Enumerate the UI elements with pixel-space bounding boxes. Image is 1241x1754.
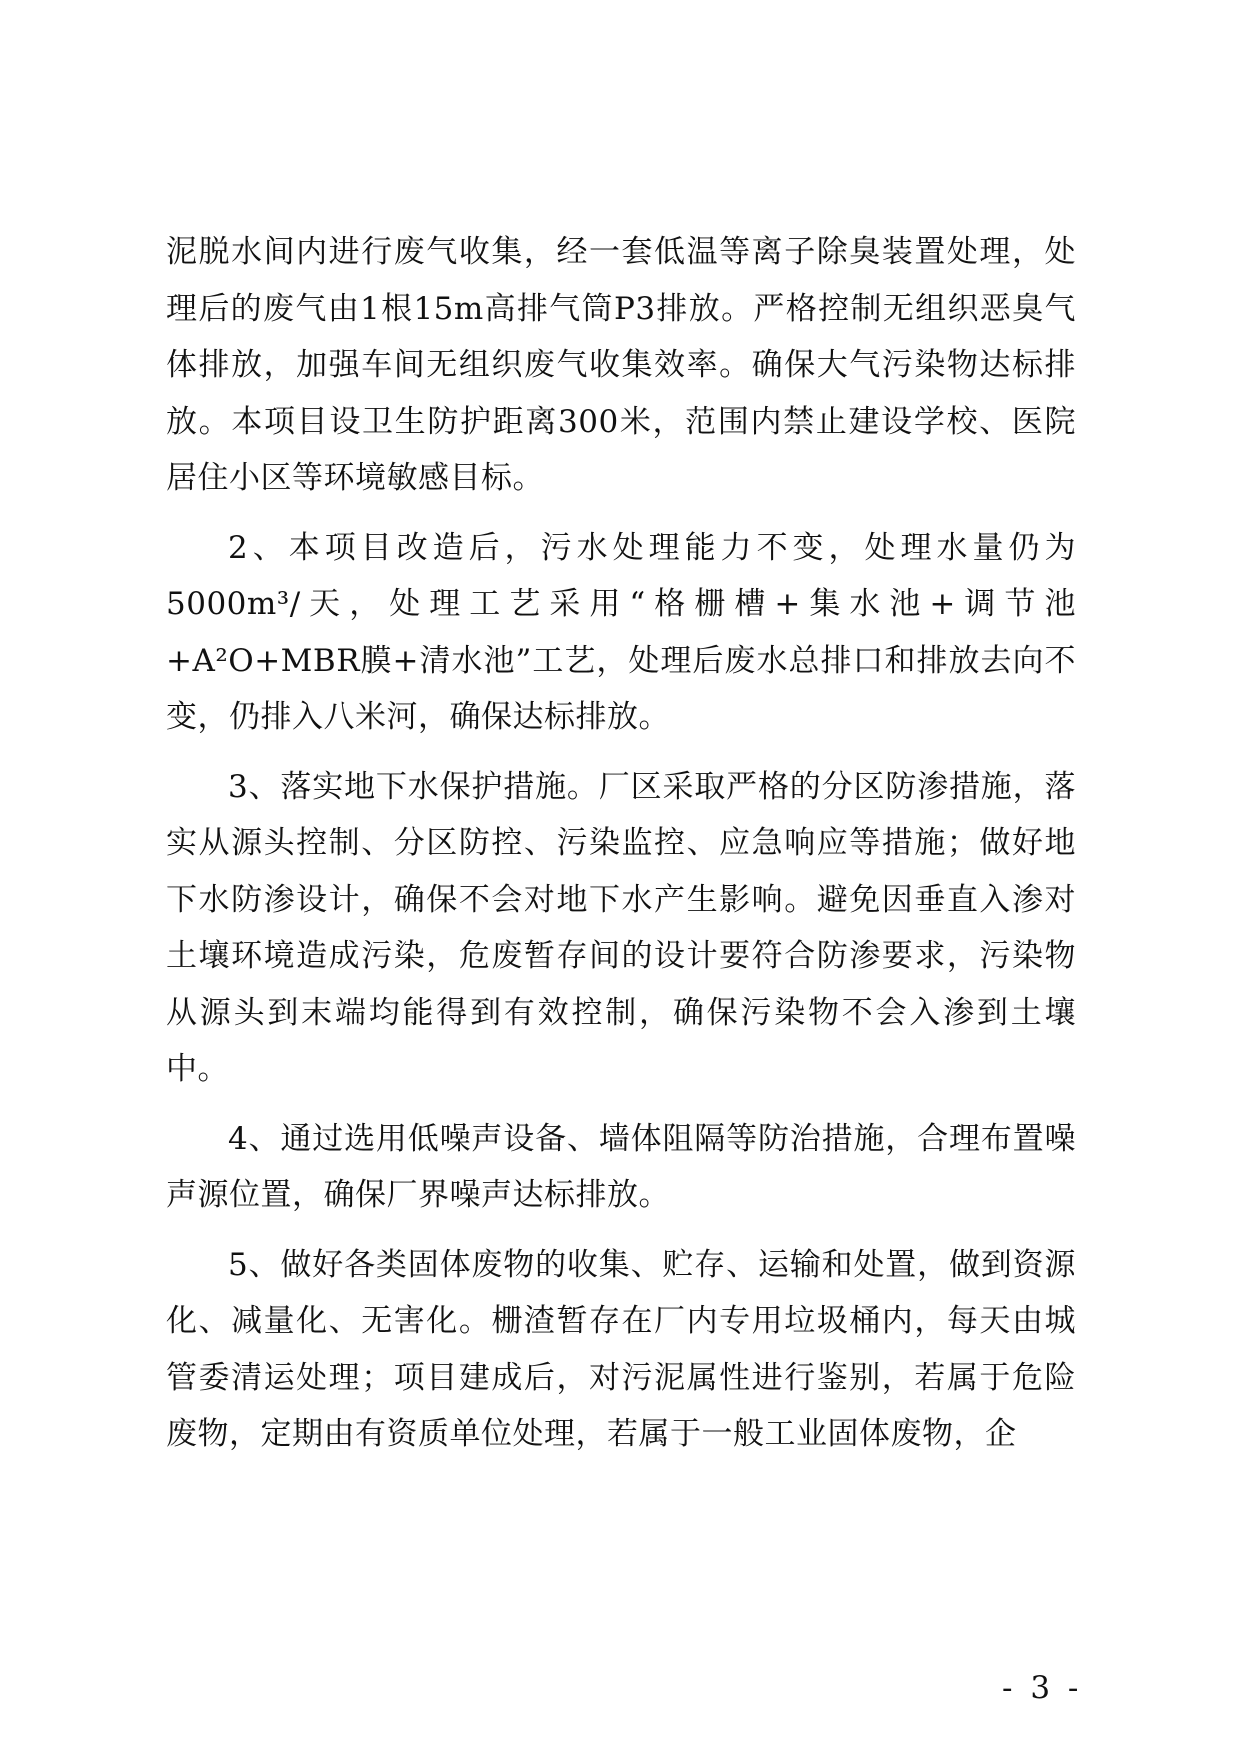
paragraph-item-2: 2、本项目改造后，污水处理能力不变，处理水量仍为5000m³/天，处理工艺采用“格栅槽+集水池+调节池+A²O+MBR膜+清水池”工艺，处理后废水总排口和排放去向不变，仍排入八米河，确保达标排放。 [166,529,1076,735]
document-body [166,224,1076,1476]
page-number: - 3 - [1002,1670,1083,1706]
paragraph-continuation: 泥脱水间内进行废气收集，经一套低温等离子除臭装置处理，处理后的废气由1根15m高排气筒P3排放。严格控制无组织恶臭气体排放，加强车间无组织废气收集效率。确保大气污染物达标排放。本项目设卫生防护距离300米，范围内禁止建设学校、医院居住小区等环境敏感目标。 [166,234,1076,496]
paragraph-item-5: 5、做好各类固体废物的收集、贮存、运输和处置，做到资源化、减量化、无害化。栅渣暂存在厂内专用垃圾桶内，每天由城管委清运处理；项目建成后，对污泥属性进行鉴别，若属于危险废物，定期由有资质单位处理，若属于一般工业固体废物，企 [166,1246,1076,1452]
paragraph-item-4: 4、通过选用低噪声设备、墙体阻隔等防治措施，合理布置噪声源位置，确保厂界噪声达标排放。 [166,1120,1076,1213]
paragraph-item-3: 3、落实地下水保护措施。厂区采取严格的分区防渗措施，落实从源头控制、分区防控、污染监控、应急响应等措施；做好地下水防渗设计，确保不会对地下水产生影响。避免因垂直入渗对土壤环境造成污染，危废暂存间的设计要符合防渗要求，污染物从源头到末端均能得到有效控制，确保污染物不会入渗到土壤中。 [166,768,1076,1087]
